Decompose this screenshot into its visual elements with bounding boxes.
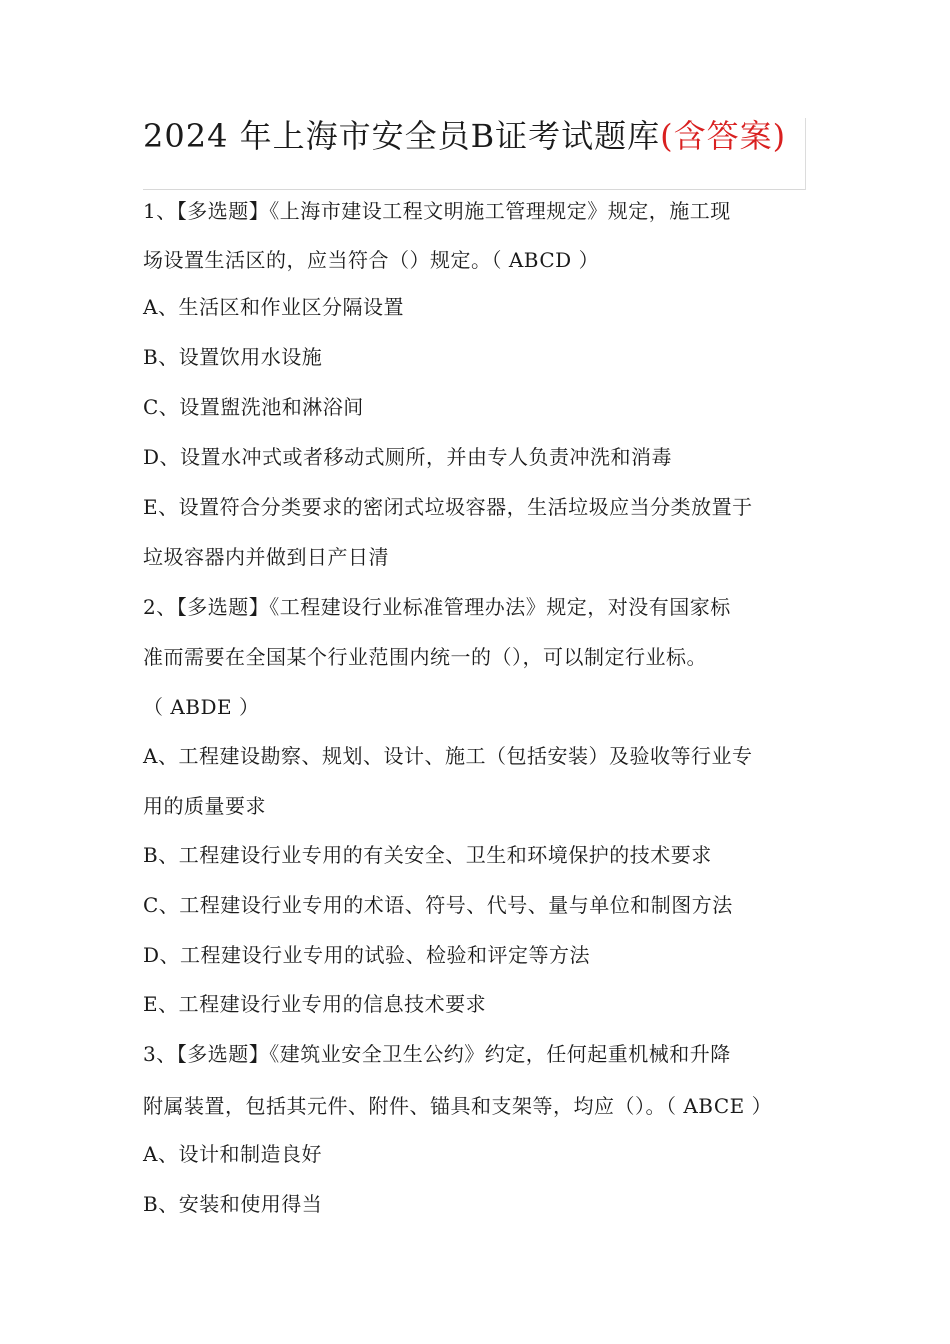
q2-option-b: B、工程建设行业专用的有关安全、卫生和环境保护的技术要求 [143, 843, 712, 867]
q2-option-a-line-2: 用的质量要求 [143, 794, 266, 818]
q2-option-a-line-1: A、工程建设勘察、规划、设计、施工（包括安装）及验收等行业专 [143, 744, 753, 768]
q3-stem-line-2: 附属装置，包括其元件、附件、锚具和支架等，均应（）。（ ABCE ） [143, 1094, 773, 1118]
q2-option-c: C、工程建设行业专用的术语、符号、代号、量与单位和制图方法 [143, 893, 733, 917]
title-highlight: (含答案) [660, 117, 787, 155]
q1-option-e-line-1: E、设置符合分类要求的密闭式垃圾容器，生活垃圾应当分类放置于 [143, 495, 753, 519]
q2-option-e: E、工程建设行业专用的信息技术要求 [143, 992, 487, 1016]
q1-stem-line-2: 场设置生活区的，应当符合（）规定。（ ABCD ） [143, 248, 600, 272]
q1-option-b: B、设置饮用水设施 [143, 345, 323, 369]
q3-option-b: B、安装和使用得当 [143, 1192, 323, 1216]
q1-option-d: D、设置水冲式或者移动式厕所，并由专人负责冲洗和消毒 [143, 445, 673, 469]
title-main: 2024 年上海市安全员B证考试题库 [143, 117, 661, 155]
q2-option-d: D、工程建设行业专用的试验、检验和评定等方法 [143, 943, 591, 967]
q3-option-a: A、设计和制造良好 [143, 1142, 322, 1166]
q1-option-c: C、设置盥洗池和淋浴间 [143, 395, 364, 419]
q1-stem-line-1: 1、【多选题】《上海市建设工程文明施工管理规定》规定，施工现 [143, 199, 731, 223]
title-underline [143, 189, 805, 190]
q2-answer: （ ABDE ） [143, 695, 260, 719]
q3-stem-line-1: 3、【多选题】《建筑业安全卫生公约》约定，任何起重机械和升降 [143, 1042, 731, 1066]
q2-stem-line-2: 准而需要在全国某个行业范围内统一的（），可以制定行业标。 [143, 645, 707, 669]
q2-stem-line-1: 2、【多选题】《工程建设行业标准管理办法》规定，对没有国家标 [143, 595, 731, 619]
document-title [143, 112, 823, 160]
q1-option-a: A、生活区和作业区分隔设置 [143, 295, 404, 319]
q1-option-e-line-2: 垃圾容器内并做到日产日清 [143, 545, 389, 569]
title-side-border [805, 118, 806, 190]
